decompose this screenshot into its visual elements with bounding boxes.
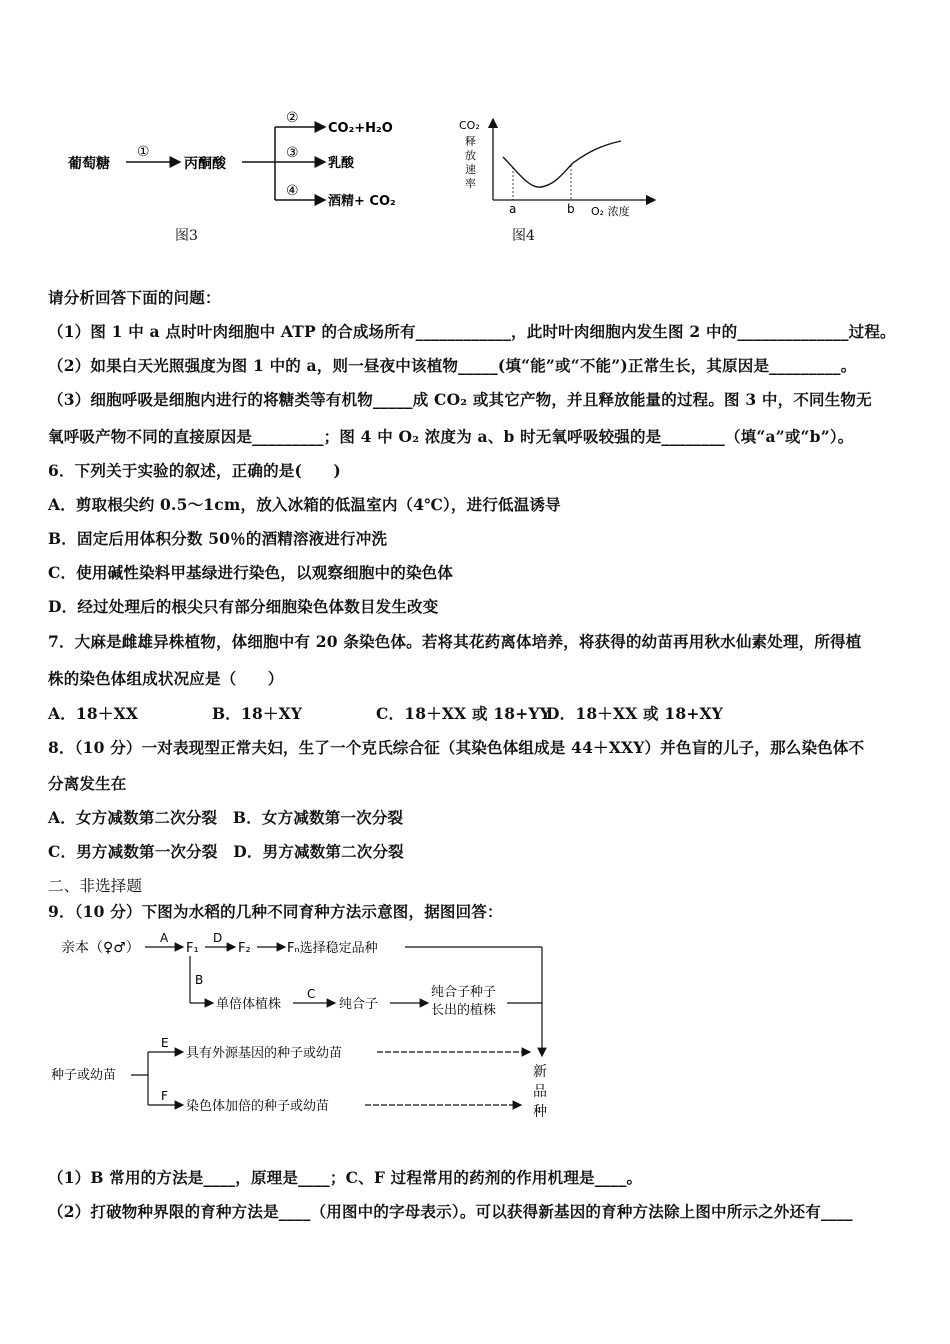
- figure-4-caption: 图4: [512, 228, 535, 244]
- intro-text: 请分析回答下面的问题：: [48, 288, 221, 307]
- y-axis-label-5: 率: [465, 177, 476, 190]
- section-2-heading: 二、非选择题: [48, 877, 143, 895]
- label-a: A: [160, 931, 169, 945]
- foreign-gene-label: 具有外源基因的种子或幼苗: [186, 1046, 343, 1061]
- problem-6-option-b: B．固定后用体积分数 50％的酒精溶液进行冲洗: [48, 529, 388, 548]
- problem-6-option-d: D．经过处理后的根尖只有部分细胞染色体数目发生改变: [48, 597, 439, 616]
- y-axis-label-4: 速: [465, 163, 476, 176]
- problem-7-stem-1: 7．大麻是雌雄异株植物，体细胞中有 20 条染色体。若将其花药离体培养，将获得的幼苗再用秋水仙素处理，所得植: [48, 632, 862, 651]
- step-1-label: ①: [137, 144, 150, 160]
- question-9-1: （1）B 常用的方法是____，原理是____；C、F 过程常用的药剂的作用机理是____。: [48, 1168, 643, 1187]
- tick-a: a: [509, 202, 517, 216]
- step-3-label: ③: [286, 145, 299, 161]
- homozygote-label: 纯合子: [339, 997, 379, 1012]
- output-co2-water: CO₂+H₂O: [328, 121, 393, 136]
- f1-label: F₁: [186, 941, 199, 956]
- figure-3: [60, 100, 430, 220]
- y-axis-label-co2: CO₂: [459, 119, 480, 132]
- co2-release-curve: [503, 141, 621, 187]
- y-axis-label-3: 放: [465, 149, 476, 162]
- glucose-label: 葡萄糖: [68, 156, 110, 172]
- problem-8-stem-2: 分离发生在: [48, 774, 127, 793]
- problem-7-option-a: A．18＋XX: [48, 704, 139, 723]
- problem-8-options-ab: A．女方减数第二次分裂 B．女方减数第一次分裂: [48, 808, 404, 827]
- problem-7-option-d: D．18＋XX 或 18+XY: [546, 704, 724, 723]
- fn-select-label: Fₙ选择稳定品种: [287, 941, 378, 956]
- problem-7-option-c: C．18＋XX 或 18+YY: [376, 704, 551, 723]
- problem-9-stem: 9．（10 分）下图为水稻的几种不同育种方法示意图，据图回答：: [48, 902, 503, 921]
- new-variety-3: 种: [533, 1104, 547, 1120]
- problem-6-stem: 6．下列关于实验的叙述，正确的是( ): [48, 461, 341, 480]
- pyruvate-label: 丙酮酸: [184, 156, 226, 172]
- question-3-line-1: （3）细胞呼吸是细胞内进行的将糖类等有机物_____成 CO₂ 或其它产物，并且释放能量的过程。图 3 中，不同生物无: [48, 390, 872, 409]
- new-variety-2: 品: [533, 1084, 547, 1100]
- problem-7-stem-2: 株的染色体组成状况应是（ ）: [48, 669, 284, 688]
- label-c: C: [307, 987, 316, 1001]
- y-axis-label-2: 释: [465, 135, 476, 148]
- output-lactic-acid: 乳酸: [328, 156, 355, 171]
- homo-seed-label-1: 纯合子种子: [431, 985, 497, 1000]
- breeding-diagram: [45, 928, 555, 1138]
- f2-label: F₂: [238, 941, 251, 956]
- question-2: （2）如果白天光照强度为图 1 中的 a，则一昼夜中该植物_____(填“能”或“不能”)正常生长，其原因是_________。: [48, 356, 857, 375]
- problem-6-option-a: A．剪取根尖约 0.5～1cm，放入冰箱的低温室内（4℃），进行低温诱导: [48, 495, 561, 514]
- haploid-label: 单倍体植株: [216, 997, 282, 1012]
- step-4-label: ④: [286, 183, 299, 199]
- problem-8-stem-1: 8．（10 分）一对表现型正常夫妇，生了一个克氏综合征（其染色体组成是 44＋XXY）并色盲的儿子，那么染色体不: [48, 738, 865, 757]
- question-3-line-2: 氧呼吸产物不同的直接原因是_________；图 4 中 O₂ 浓度为 a、b 时无氧呼吸较强的是________（填“a”或“b”）。: [48, 427, 854, 446]
- new-variety-1: 新: [533, 1064, 547, 1080]
- figure-3-caption: 图3: [175, 228, 198, 244]
- seed-seedling-label: 种子或幼苗: [51, 1068, 117, 1083]
- doubled-chromosome-label: 染色体加倍的种子或幼苗: [186, 1099, 330, 1114]
- label-d: D: [213, 931, 223, 945]
- x-axis-label: O₂ 浓度: [591, 205, 630, 218]
- problem-6-option-c: C．使用碱性染料甲基绿进行染色，以观察细胞中的染色体: [48, 563, 454, 582]
- question-9-2: （2）打破物种界限的育种方法是____（用图中的字母表示）。可以获得新基因的育种方法除上图中所示之外还有____: [48, 1202, 853, 1221]
- label-e: E: [161, 1036, 169, 1050]
- parent-label: 亲本（♀♂）: [61, 940, 140, 956]
- label-f: F: [161, 1089, 168, 1103]
- homo-seed-label-2: 长出的植株: [431, 1003, 497, 1018]
- label-b: B: [195, 973, 204, 987]
- question-1: （1）图 1 中 a 点时叶肉细胞中 ATP 的合成场所有____________，此时叶肉细胞内发生图 2 中的______________过程。: [48, 322, 896, 341]
- step-2-label: ②: [286, 110, 299, 126]
- problem-7-option-b: B．18＋XY: [212, 704, 303, 723]
- tick-b: b: [567, 202, 575, 216]
- output-ethanol-co2: 酒精+ CO₂: [328, 194, 396, 209]
- figure-4: [455, 115, 670, 220]
- problem-8-options-cd: C．男方减数第一次分裂 D．男方减数第二次分裂: [48, 842, 404, 861]
